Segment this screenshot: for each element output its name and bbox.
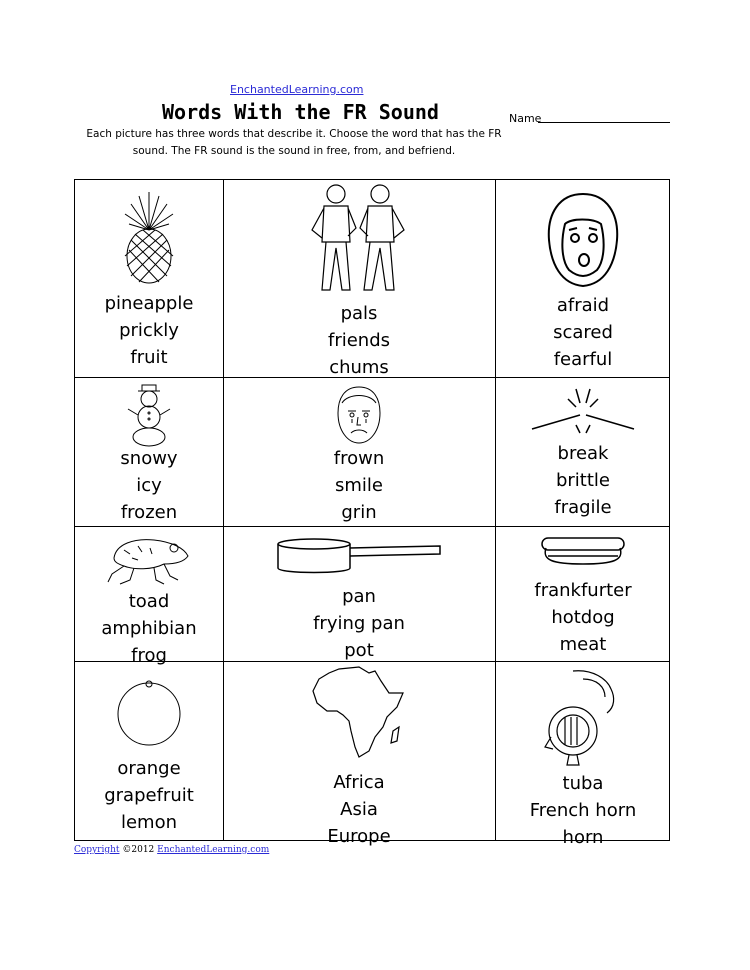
grid-cell: [223, 526, 495, 661]
grid-cell: [223, 180, 495, 377]
word-option[interactable]: horn: [562, 827, 604, 848]
grid-cell: [75, 661, 223, 842]
friends-icon: [223, 182, 495, 294]
word-list: [223, 445, 495, 526]
word-option[interactable]: brittle: [555, 470, 611, 491]
instructions: Each picture has three words that describe it. Choose the word that has the FR sound. The FR sound is the sound in free, from, and befriend.: [86, 128, 502, 157]
word-option[interactable]: chums: [329, 357, 389, 378]
word-option[interactable]: toad: [128, 591, 170, 612]
grid-cell: [495, 526, 671, 661]
frying-pan-icon: [223, 536, 495, 580]
word-option[interactable]: grapefruit: [104, 785, 194, 806]
word-option[interactable]: prickly: [119, 320, 179, 341]
site-link[interactable]: EnchantedLearning.com: [230, 83, 364, 96]
word-option[interactable]: friends: [327, 330, 391, 351]
grid-cell: [495, 180, 671, 377]
word-option[interactable]: French horn: [529, 800, 637, 821]
word-option[interactable]: Asia: [340, 799, 378, 820]
word-list: [495, 770, 671, 851]
word-option[interactable]: frown: [333, 448, 385, 469]
grid-cell: [75, 377, 223, 526]
africa-map-icon: [223, 665, 495, 761]
word-option[interactable]: icy: [136, 475, 162, 496]
word-option[interactable]: Africa: [333, 772, 385, 793]
orange-icon: [75, 677, 223, 747]
word-option[interactable]: frog: [131, 645, 167, 666]
afraid-face-icon: [495, 190, 671, 290]
word-option[interactable]: smile: [335, 475, 383, 496]
word-list: [495, 440, 671, 521]
word-option[interactable]: amphibian: [101, 618, 197, 639]
word-option[interactable]: Europe: [327, 826, 391, 847]
word-option[interactable]: orange: [117, 758, 181, 779]
grid-cell: [75, 526, 223, 666]
frowning-face-icon: [223, 385, 495, 447]
word-option[interactable]: break: [557, 443, 609, 464]
word-list: [223, 300, 495, 381]
word-grid: [74, 179, 670, 848]
frog-icon: [75, 530, 223, 586]
word-option[interactable]: tuba: [562, 773, 604, 794]
word-option[interactable]: snowy: [120, 448, 178, 469]
word-option[interactable]: pan: [342, 586, 376, 607]
grid-cell: [495, 661, 671, 848]
word-list: [75, 755, 223, 836]
word-option[interactable]: fragile: [554, 497, 612, 518]
word-option[interactable]: scared: [553, 322, 613, 343]
footer: [74, 845, 269, 855]
broken-stick-icon: [495, 385, 671, 439]
word-option[interactable]: grin: [341, 502, 377, 523]
french-horn-icon: [495, 667, 671, 767]
grid-cell: [495, 377, 671, 526]
grid-cell: [75, 180, 223, 377]
name-label: Name: [509, 112, 542, 125]
word-option[interactable]: frying pan: [313, 613, 405, 634]
pineapple-icon: [75, 190, 223, 285]
footer-site-link[interactable]: EnchantedLearning.com: [157, 845, 270, 855]
word-list: [223, 583, 495, 664]
word-option[interactable]: frozen: [120, 502, 178, 523]
word-list: [75, 588, 223, 669]
grid-cell: [223, 661, 495, 847]
page-title: Words With the FR Sound: [162, 100, 439, 124]
word-list: [495, 577, 671, 658]
name-blank-line[interactable]: [538, 122, 670, 123]
word-list: [495, 292, 671, 373]
snowman-icon: [75, 383, 223, 447]
word-option[interactable]: hotdog: [551, 607, 615, 628]
copyright-link[interactable]: Copyright: [74, 845, 120, 855]
word-option[interactable]: pineapple: [104, 293, 194, 314]
word-option[interactable]: pals: [340, 303, 378, 324]
copyright-year: ©2012: [119, 845, 158, 855]
word-option[interactable]: afraid: [556, 295, 610, 316]
word-option[interactable]: frankfurter: [534, 580, 632, 601]
word-list: [75, 445, 223, 526]
word-list: [223, 769, 495, 850]
word-option[interactable]: fruit: [130, 347, 168, 368]
word-option[interactable]: lemon: [120, 812, 178, 833]
word-option[interactable]: fearful: [553, 349, 613, 370]
word-option[interactable]: pot: [344, 640, 374, 661]
grid-cell: [223, 377, 495, 526]
hotdog-icon: [495, 534, 671, 568]
word-list: [75, 290, 223, 371]
word-option[interactable]: meat: [559, 634, 607, 655]
